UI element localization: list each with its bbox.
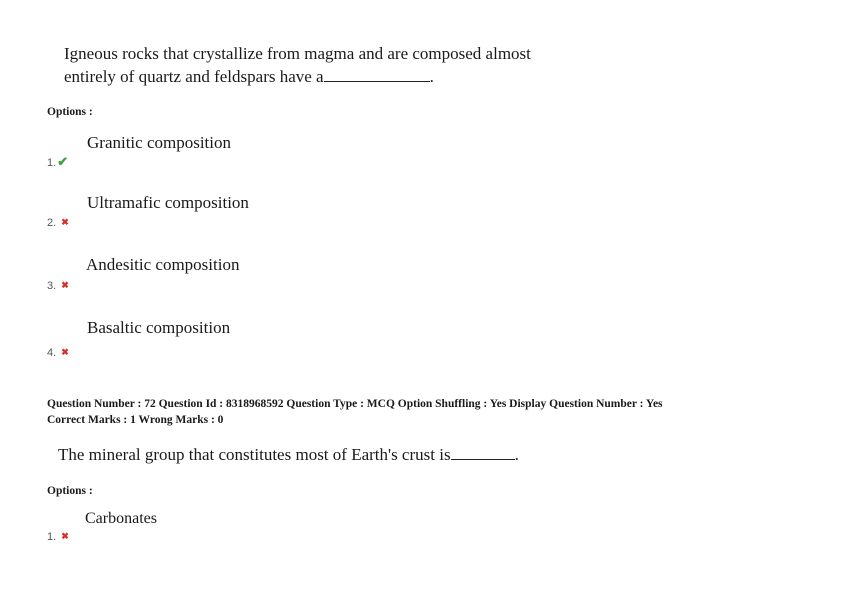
options-label: Options : (47, 106, 93, 118)
option-marker: 3. ✖ (47, 280, 69, 292)
cross-icon: ✖ (61, 347, 69, 357)
question-text-line-1: Igneous rocks that crystallize from magma and are composed almost (64, 44, 531, 63)
option-marker: 1.✔ (47, 154, 69, 169)
question-meta: Question Number : 72 Question Id : 8318968592 Question Type : MCQ Option Shuffling : Yes Display Question Number : Yes (47, 398, 663, 410)
answer-blank (451, 445, 515, 460)
cross-icon: ✖ (61, 280, 69, 290)
question-text-line-2: entirely of quartz and feldspars have a . (64, 67, 434, 86)
cross-icon: ✖ (61, 217, 69, 227)
checkmark-icon: ✔ (57, 154, 69, 169)
question-text: The mineral group that constitutes most of Earth's crust is . (58, 445, 519, 464)
option-text: Andesitic composition (86, 255, 240, 274)
option-text: Carbonates (85, 510, 157, 527)
option-marker: 1. ✖ (47, 531, 69, 543)
option-text: Basaltic composition (87, 318, 231, 337)
marks-info: Correct Marks : 1 Wrong Marks : 0 (47, 414, 224, 426)
answer-blank (324, 67, 430, 82)
option-marker: 2. ✖ (47, 217, 69, 229)
option-text: Granitic composition (87, 133, 232, 152)
option-text: Ultramafic composition (87, 193, 249, 212)
options-label: Options : (47, 485, 93, 497)
question-text (64, 42, 531, 88)
option-marker: 4. ✖ (47, 347, 69, 359)
cross-icon: ✖ (61, 531, 69, 541)
